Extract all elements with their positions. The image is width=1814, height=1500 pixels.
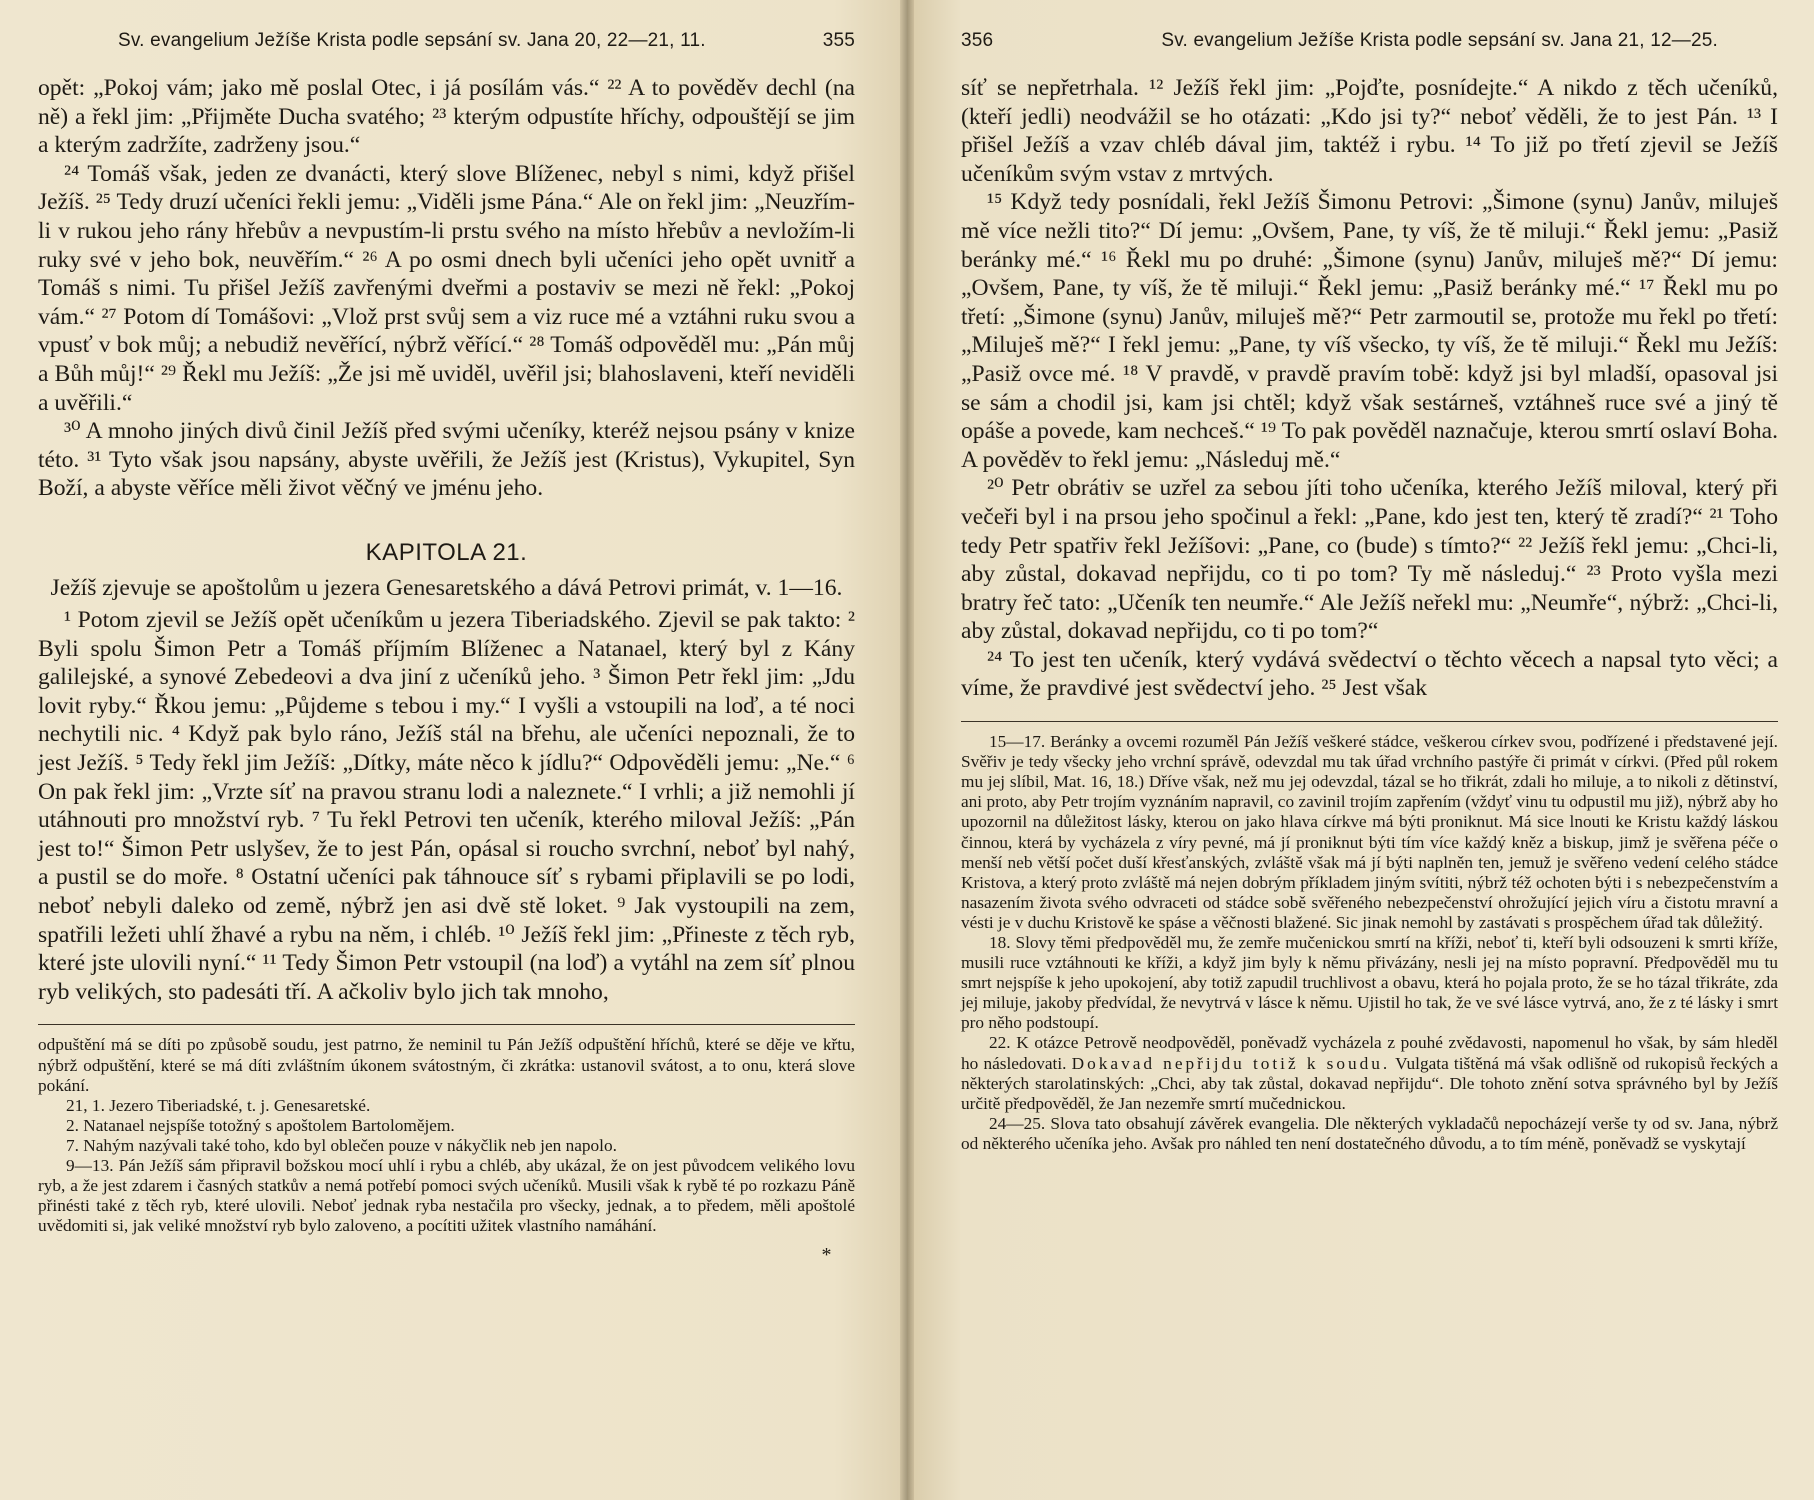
footnote: 18. Slovy těmi předpověděl mu, že zemře mučenickou smrtí na kříži, neboť ti, kteří byli odsouzeni k smrti kříže, musili ruce vztáhnouti ke kříži, a když jim byly k němu přivázány, nesli jej na místo popravní. Předpověděl mu tu smrt nejspíše k jeho upokojení, aby totiž zapudil truchlivost a obavu, která ho pojala proto, že se ho tázal třikráte, zda jej miluje, jakoby předvídal, že nevytrvá v lásce k němu. Ujistil ho tak, že ve své lásce vytrvá, ano, že z té lásky i smrt pro něho podstoupí.: [961, 933, 1778, 1033]
footnote: odpuštění má se díti po způsobě soudu, jest patrno, že neminil tu Pán Ježíš odpuštění hříchů, které se děje ve křtu, nýbrž odpuštění, které se má díti zvláštním úkonem svátostným, či zkrátka: ustanovil svátost, a to onu, která slove pokání.: [38, 1035, 855, 1095]
footnote-text: Vulgata tištěná má však odlišně od rukopisů řeckých a některých starolatinských: „Chci, aby tak zůstal, dokavad nepřijdu“. Dle tohoto znění sotva správného byl by Ježíš určitě předpověděl, že Jan nezemře smrtí mučednickou.: [961, 1053, 1779, 1113]
right-footnotes: [961, 732, 1778, 1154]
left-running-head: [38, 30, 855, 60]
left-header-title: Sv. evangelium Ježíše Krista podle sepsání sv. Jana 20, 22—21, 11.: [118, 30, 706, 51]
chapter-summary: Ježíš zjevuje se apoštolům u jezera Genesaretského a dává Petrovi primát, v. 1—16.: [50, 574, 843, 601]
footnote: [961, 1033, 1778, 1113]
right-page: [907, 0, 1814, 1500]
footnote: 9—13. Pán Ježíš sám připravil božskou mocí uhlí i rybu a chléb, aby ukázal, že on jest původcem velikého lovu ryb, a že jest zdarem i časných statkův a nemá potřebí pomoci svých učeníků. Musili však k rybě té po rozkazu Páně přinésti také z těch ryb, které ulovili. Neboť jednak ryba nestačila pro všecky, jednak, a to předem, měli apoštolé uvědomiti si, jak veliké množství ryb bylo zaloveno, a pocítiti užitek vlastního namáhání.: [38, 1155, 855, 1236]
footnote: 7. Nahým nazývali také toho, kdo byl oblečen pouze v nákyčlik neb jen napolo.: [66, 1135, 617, 1155]
left-paragraph: opět: „Pokoj vám; jako mě poslal Otec, i já posílám vás.“ ²² A to pověděv dechl (na ně) a řekl jim: „Přijměte Ducha svatého; ²³ kterým odpustíte hříchy, odpouštějí se jim a kterým zadržíte, zadrženy jsou.“: [38, 75, 855, 159]
left-footnotes: [38, 1035, 855, 1236]
left-paragraph: ³⁰ A mnoho jiných divů činil Ježíš před svými učeníky, kteréž nejsou psány v knize této. ³¹ Tyto však jsou napsány, abyste uvěřili, že Ježíš jest (Kristus), Vykupitel, Syn Boží, a abyste věříce měli život věčný ve jménu jeho.: [38, 418, 855, 502]
right-running-head: [961, 30, 1778, 60]
left-body-text: [38, 74, 855, 1006]
right-page-number: 356: [961, 30, 994, 51]
right-paragraph: ²⁰ Petr obrátiv se uzřel za sebou jíti toho učeníka, kterého Ježíš miloval, který při večeři byl i na prsou jeho spočinul a řekl: „Pane, kdo jest ten, který tě zradí?“ ²¹ Toho tedy Petr spatřiv řekl Ježíšovi: „Pane, co (bude) s tímto?“ ²² Ježíš řekl jemu: „Chci-li, aby zůstal, dokavad nepřijdu, co ti po tom? Ty mě následuj.“ ²³ Proto vyšla mezi bratry řeč tato: „Učeník ten neumře.“ Ale Ježíš neřekl mu: „Neumře“, nýbrž: „Chci-li, aby zůstal, dokavad nepřijdu, co ti po tom?“: [961, 475, 1778, 645]
right-body-text: [961, 74, 1778, 703]
right-paragraph: ¹⁵ Když tedy posnídali, řekl Ježíš Šimonu Petrovi: „Šimone (synu) Janův, miluješ mě více nežli tito?“ Dí jemu: „Ovšem, Pane, ty víš, že tě miluji.“ Řekl jemu: „Pasiž beránky mé.“ ¹⁶ Řekl mu po druhé: „Šimone (synu) Janův, miluješ mě?“ Dí jemu: „Ovšem, Pane, ty víš, že tě miluji.“ Řekl jemu: „Pasiž beránky mé.“ ¹⁷ Řekl mu po třetí: „Šimone (synu) Janův, miluješ mě?“ Petr zarmoutil se, protože mu řekl po třetí: „Miluješ mě?“ I řekl jemu: „Pane, ty víš všecko, ty víš, že tě miluji.“ Řekl mu Ježíš: „Pasiž ovce mé. ¹⁸ V pravdě, v pravdě pravím tobě: když jsi byl mladší, opasoval jsi se sám a chodil jsi, kam jsi chtěl; když však sestárneš, vztáhneš ruce své a jiný tě opáše a povede, kam nechceš.“ ¹⁹ To pak pověděl naznačuje, kterou smrtí oslaví Boha. A pověděv to řekl jemu: „Následuj mě.“: [961, 189, 1778, 473]
footnote-divider: [38, 1024, 855, 1025]
chapter-title: KAPITOLA 21.: [365, 538, 528, 566]
right-paragraph: ²⁴ To jest ten učeník, který vydává svědectví o těchto věcech a napsal tyto věci; a víme, že pravdivé jest svědectví jeho. ²⁵ Jest však: [961, 646, 1778, 702]
left-paragraph: ¹ Potom zjevil se Ježíš opět učeníkům u jezera Tiberiadského. Zjevil se pak takto: ² Byli spolu Šimon Petr a Tomáš příjmím Blíženec a Natanael, který byl z Kány galilejské, a synové Zebedeovi a dva jiní z učeníků jeho. ³ Šimon Petr řekl jim: „Jdu lovit ryby.“ Řkou jemu: „Půjdeme s tebou i my.“ I vyšli a vstoupili na loď, a té noci nechytili nic. ⁴ Když pak bylo ráno, Ježíš stál na břehu, ale učeníci nepoznali, že to jest Ježíš. ⁵ Tedy řekl jim Ježíš: „Dítky, máte něco k jídlu?“ Odpověděli jemu: „Ne.“ ⁶ On pak řekl jim: „Vrzte síť na pravou stranu lodi a naleznete.“ I vrhli; a již nemohli jí utáhnouti pro množství ryb. ⁷ Tu řekl Petrovi ten učeník, kterého miloval Ježíš: „Pán jest to!“ Šimon Petr uslyšev, že to jest Pán, opásal si roucho svrchní, neboť byl nahý, a pustil se do moře. ⁸ Ostatní učeníci pak táhnouce síť s rybami připlavili se po lodi, neboť nebyli daleko od země, nýbrž jen asi dvě stě loket. ⁹ Jak vystoupili na zem, spatřili ležeti uhlí žhavé a rybu na něm, i chléb. ¹⁰ Ježíš řekl jim: „Přineste z těch ryb, které jste ulovili nyní.“ ¹¹ Tedy Šimon Petr vstoupil (na loď) a vytáhl na zem síť plnou ryb velikých, sto padesáti tří. A ačkoliv bylo jich tak mnoho,: [38, 607, 855, 1005]
right-paragraph: síť se nepřetrhala. ¹² Ježíš řekl jim: „Pojďte, posnídejte.“ A nikdo z těch učeníků, (kteří jedli) neodvážil se ho otázati: „Kdo jsi ty?“ neboť věděli, že to jest Pán. ¹³ I přišel Ježíš a vzav chléb dával jim, taktéž i rybu. ¹⁴ To již po třetí zjevil se Ježíš učeníkům svým vstav z mrtvých.: [961, 75, 1778, 187]
footnote: 15—17. Beránky a ovcemi rozuměl Pán Ježíš veškeré stádce, veškerou církev svou, podřízené i představené její. Svěřiv je tedy všecky jeho vrchní správě, odevzdal mu tak úřad vrchního pastýře či primát v církvi. (Před půl rokem mu jej slíbil, Mat. 16, 18.) Dříve však, než mu jej odevzdal, tázal se ho třikrát, zdali ho miluje, a to nikoli z dětinství, ani proto, aby Petr trojím vyznáním napravil, co zavinil trojím zapřením (vždyť vinu tu odpustil mu již), nýbrž aby ho upozornil na důležitost lásky, kterou on jako hlava církve má býti proniknut. Má sice lnouti ke Kristu každý láskou činnou, která by vycházela z víry pevné, má jí proniknut býti tím více každý kněz a biskup, jimž je svěřena péče o menší neb větší počet duší křesťanských, zvláště však má jí býti naplněn ten, jemuž je svěřeno vedení celého stádce Kristova, a který proto zvláště má nejen dobrým příkladem jiným svítiti, nýbrž též ochoten býti i s nebezpečenstvím a nasazením života svého odvraceti od stádce sobě svěřeného nebezpečenství ohrožující jejich víru a čistotu mravní a vésti je v duchu Kristově ke spáse a věčnosti blažené. Sic jinak nemohl by zastávati s prospěchem úřad tak důležitý.: [961, 732, 1778, 932]
footnote-divider: [961, 721, 1778, 722]
left-paragraph: ²⁴ Tomáš však, jeden ze dvanácti, který slove Blíženec, nebyl s nimi, když přišel Ježíš. ²⁵ Tedy druzí učeníci řekli jemu: „Viděli jsme Pána.“ Ale on řekl jim: „Neuzřím-li v rukou jeho rány hřebův a nevpustím-li prstu svého na místo hřebův a nevložím-li ruky své v jeho bok, neuvěřím.“ ²⁶ A po osmi dnech byli učeníci jeho opět uvnitř a Tomáš s nimi. Tu přišel Ježíš zavřenými dveřmi a postaviv se mezi ně řekl: „Pokoj vám.“ ²⁷ Potom dí Tomášovi: „Vlož prst svůj sem a viz ruce mé a vztáhni ruku svou a vpusť v bok můj; a nebudiž nevěřící, nýbrž věřící.“ ²⁸ Tomáš odpověděl mu: „Pán můj a Bůh můj!“ ²⁹ Řekl mu Ježíš: „Že jsi mě uviděl, uvěřil jsi; blahoslaveni, kteří neviděli a uvěřili.“: [38, 160, 855, 416]
left-page-number: 355: [822, 30, 855, 51]
right-header-title: Sv. evangelium Ježíše Krista podle sepsání sv. Jana 21, 12—25.: [1161, 30, 1718, 51]
footnote-spaced-text: Dokavad nepřijdu totiž k soudu.: [1071, 1053, 1391, 1073]
signature-mark: *: [821, 1244, 832, 1267]
footnote: 21, 1. Jezero Tiberiadské, t. j. Genesaretské.: [66, 1095, 371, 1115]
book-gutter: [900, 0, 914, 1500]
footnote-text: 22. K otázce Petrově neodpověděl, poněvadž vycházela z pouhé zvědavosti, napomenul ho však, by sám hleděl ho následovati.: [961, 1033, 1778, 1073]
footnote: 2. Natanael nejspíše totožný s apoštolem Bartolomějem.: [66, 1115, 455, 1135]
footnote: 24—25. Slova tato obsahují závěrek evangelia. Dle některých vykladačů nepocházejí verše ty od sv. Jana, nýbrž od některého učeníka jeho. Avšak pro náhled ten není dostatečného důvodu, a to tím méně, poněvadž se vyskytají: [961, 1113, 1778, 1153]
